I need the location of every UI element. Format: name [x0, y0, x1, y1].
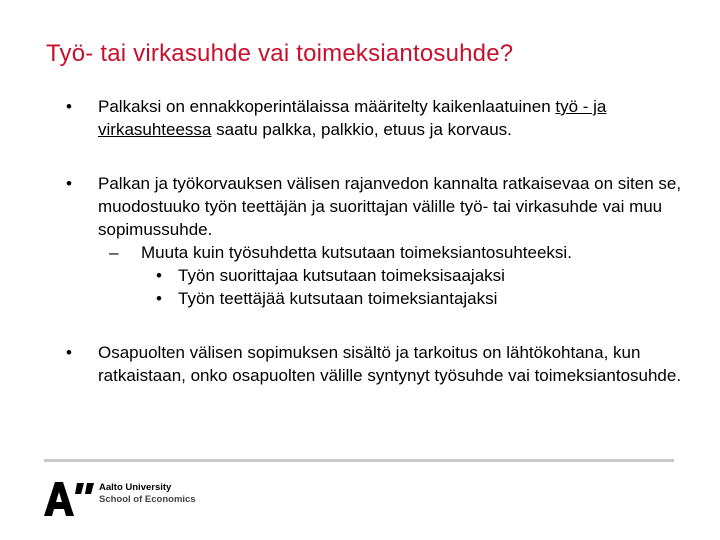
sub-bullet-item: [109, 241, 686, 264]
sub-sub-bullet-text: Työn teettäjää kutsutaan toimeksiantajaksi: [178, 289, 498, 308]
sub-sub-bullet-marker: •: [156, 266, 162, 285]
bullet-text: Osapuolten välisen sopimuksen sisältö ja tarkoitus on lähtökohtana, kun ratkaistaan, onko osapuolten välille syntynyt työsuhde vai toimeksiantosuhde.: [98, 343, 682, 385]
slide-title: Työ- tai virkasuhde vai toimeksiantosuhde?: [46, 40, 514, 67]
bullet-text: Palkan ja työkorvauksen välisen rajanvedon kannalta ratkaisevaa on siten se, muodostuuko työn teettäjän ja suorittajan välille työ- tai virkasuhde vai muu sopimussuhde.: [98, 174, 682, 239]
sub-bullet-marker: –: [109, 243, 119, 262]
bullet-text-continued: saatu palkka, palkkio, etuus ja korvaus.: [211, 120, 512, 139]
bullet-marker: •: [66, 343, 72, 362]
sub-bullet-text: Muuta kuin työsuhdetta kutsutaan toimeksiantosuhteeksi.: [141, 243, 572, 262]
bullet-item-agreement-content: [66, 341, 686, 387]
footer-divider: [44, 459, 674, 462]
logo-university-name: Aalto University: [99, 482, 172, 493]
slide-content: [66, 95, 686, 387]
bullet-item-salary-definition: [66, 95, 686, 141]
bullet-text: Palkaksi on ennakkoperintälaissa määritelty kaikenlaatuinen: [98, 97, 556, 116]
aalto-logo: [44, 482, 214, 516]
sub-sub-bullet-item: [156, 287, 686, 310]
bullet-marker: •: [66, 174, 72, 193]
logo-school-name: School of Economics: [99, 494, 196, 505]
employment-relationship-link[interactable]: työ - ja virkasuhteessa: [98, 97, 607, 139]
sub-sub-bullet-item: [156, 264, 686, 287]
aalto-logo-wordmark: [99, 482, 196, 506]
bullet-marker: •: [66, 97, 72, 116]
sub-sub-bullet-marker: •: [156, 289, 162, 308]
aalto-a-logo-icon: [44, 482, 98, 516]
sub-sub-bullet-text: Työn suorittajaa kutsutaan toimeksisaajaksi: [178, 266, 505, 285]
bullet-item-distinction: [66, 172, 686, 310]
